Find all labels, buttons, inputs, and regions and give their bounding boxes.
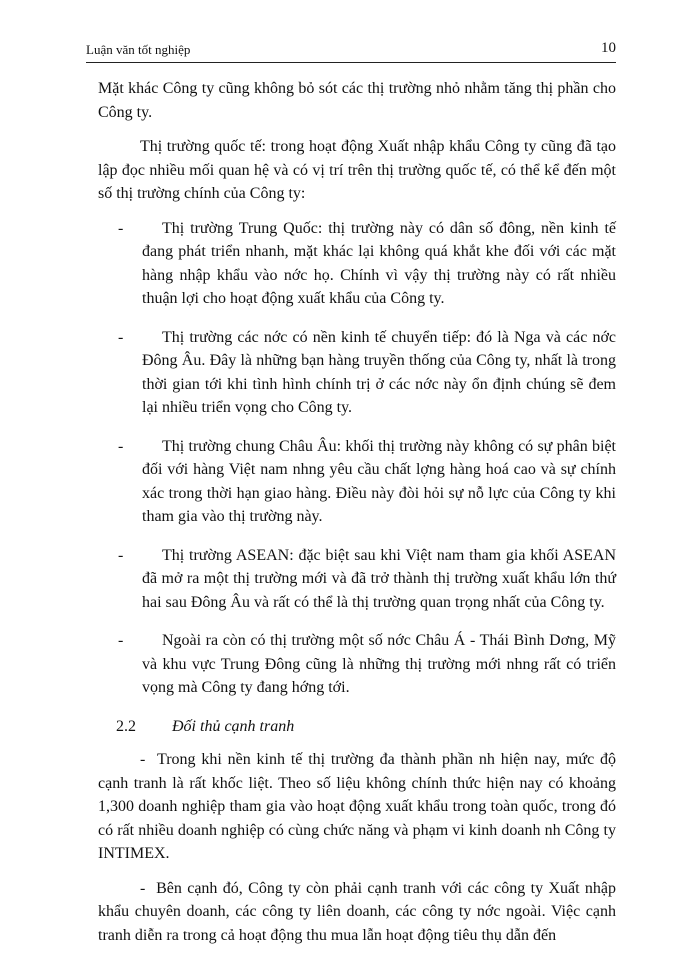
section-paragraph	[98, 748, 616, 866]
bullet-item	[98, 544, 616, 615]
bullet-text: Thị trường Trung Quốc: thị trường này có dân số đông, nền kinh tế đang phát triển nhanh, mặt khác lại không quá khắt khe đối với các mặt hàng nhập khẩu vào nớc họ. Chính vì vậy thị trường này có rất nhiều thuận lợi cho hoạt động xuất khẩu của Công ty.	[142, 219, 616, 307]
section-title: Đối thủ cạnh tranh	[172, 717, 295, 735]
bullet-dash: -	[118, 632, 124, 649]
paragraph-2: Thị trường quốc tế: trong hoạt động Xuất nhập khẩu Công ty cũng đã tạo lập đọc nhiều mối quan hệ và có vị trí trên thị trường quốc tế, có thể kể đến một số thị trường chính của Công ty:	[98, 138, 616, 202]
paragraph-dash: -	[140, 751, 146, 768]
bullet-dash: -	[118, 219, 124, 237]
bullet-text: Ngoài ra còn có thị trường một số nớc Châu Á - Thái Bình Dơng, Mỹ và khu vực Trung Đông cũng là những thị trường mới nhng rất có triển vọng mà Công ty đang hớng tới.	[142, 632, 616, 696]
paragraph-1: Mặt khác Công ty cũng không bỏ sót các thị trường nhỏ nhằm tăng thị phần cho Công ty.	[98, 80, 616, 121]
section-paragraph	[98, 877, 616, 948]
bullet-text: Thị trường ASEAN: đặc biệt sau khi Việt nam tham gia khối ASEAN đã mở ra một thị trường mới và đã trở thành thị trường xuất khẩu lớn thứ hai sau Đông Âu và rất có thể là thị trường quan trọng nhất của Công ty.	[142, 546, 616, 611]
paragraph-text: Trong khi nền kinh tế thị trường đa thành phần nh hiện nay, mức độ cạnh tranh là rất khốc liệt. Theo số liệu không chính thức hiện nay có khoảng 1,300 doanh nghiệp tham gia vào hoạt động xuất khẩu trong toàn quốc, trong đó có rất nhiều doanh nghiệp có cùng chức năng và phạm vi kinh doanh nh Công ty INTIMEX.	[98, 751, 617, 862]
section-heading	[116, 715, 616, 739]
bullet-item	[98, 217, 616, 311]
bullet-item	[98, 435, 616, 529]
section-number: 2.2	[116, 717, 136, 735]
page-number: 10	[601, 40, 616, 56]
paragraph-text: Bên cạnh đó, Công ty còn phải cạnh tranh với các công ty Xuất nhập khẩu chuyên doanh, các công ty liên doanh, các công ty nớc ngoài. Việc cạnh tranh diễn ra trong cả hoạt động thu mua lẫn hoạt động tiêu thụ dẫn đến	[98, 879, 617, 944]
bullet-item	[98, 326, 616, 420]
page-header	[86, 40, 616, 63]
document-body	[98, 77, 616, 958]
bullet-text: Thị trường các nớc có nền kinh tế chuyển tiếp: đó là Nga và các nớc Đông Âu. Đây là những bạn hàng truyền thống của Công ty, nhất là trong thời gian tới khi tình hình chính trị ở các nớc này ổn định chúng sẽ đem lại nhiều triển vọng cho Công ty.	[142, 328, 616, 416]
bullet-item	[98, 629, 616, 700]
paragraph-dash: -	[140, 879, 146, 897]
bullet-text: Thị trường chung Châu Âu: khối thị trường này không có sự phân biệt đối với hàng Việt nam nhng yêu cầu chất lợng hàng hoá cao và sự chính xác trong thời hạn giao hàng. Điều này đòi hỏi sự nỗ lực của Công ty khi tham gia vào thị trường này.	[142, 437, 616, 525]
header-title: Luận văn tốt nghiệp	[86, 42, 191, 57]
bullet-dash: -	[118, 328, 124, 346]
bullet-dash: -	[118, 437, 124, 455]
bullet-dash: -	[118, 546, 124, 564]
